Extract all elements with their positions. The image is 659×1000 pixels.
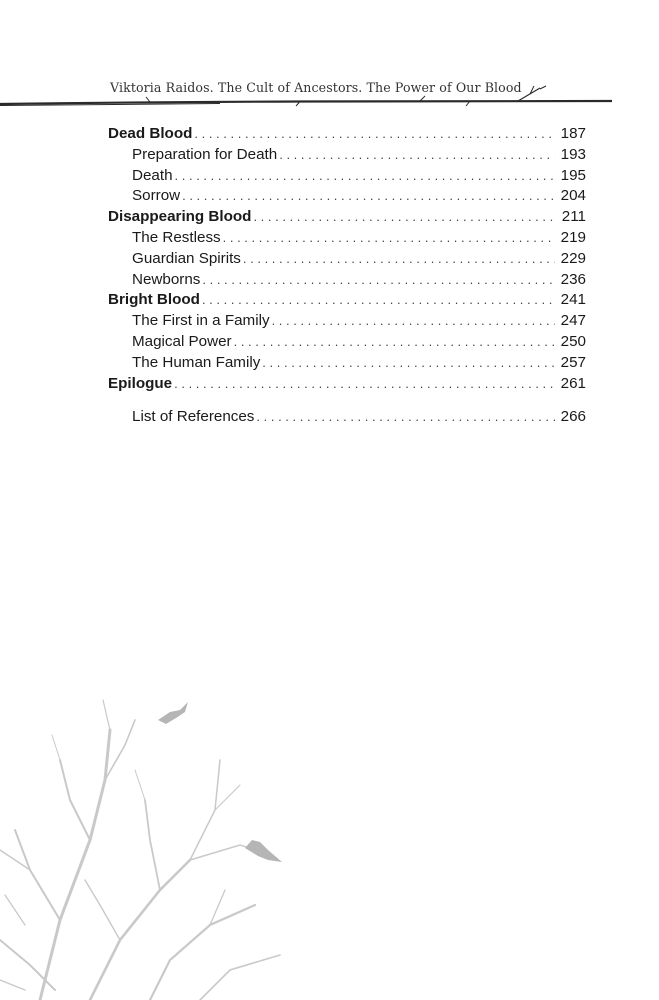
toc-entry-page: 193 [560,145,586,163]
toc-entry[interactable] [108,353,586,374]
dot-leader [182,186,555,207]
toc-entry[interactable] [108,249,586,270]
dot-leader [256,407,554,428]
dot-leader [253,207,555,228]
toc-entry-page: 195 [560,166,586,184]
table-of-contents [108,124,586,428]
toc-entry[interactable] [108,332,586,353]
toc-entry-title: Sorrow [132,187,181,205]
toc-entry-title: Death [132,166,173,184]
toc-entry-title: Newborns [132,270,201,288]
toc-entry-page: 257 [560,353,586,371]
toc-entry-page: 261 [560,374,586,392]
toc-entry[interactable] [108,374,586,395]
toc-entry-title: The Restless [132,228,221,246]
dot-leader [234,332,555,353]
bird-flying-icon [158,702,188,724]
toc-entry-page: 266 [560,408,586,426]
dot-leader [262,353,554,374]
branch-rule-ornament [0,84,612,124]
toc-entry-title: Disappearing Blood [108,208,252,226]
dot-leader [202,290,555,311]
toc-entry-page: 229 [560,249,586,267]
dot-leader [279,145,554,166]
toc-entry[interactable] [108,124,586,145]
toc-entry[interactable] [108,270,586,291]
toc-entry-page: 236 [560,270,586,288]
toc-entry-title: Dead Blood [108,125,193,142]
running-header: Viktoria Raidos. The Cult of Ancestors. The Power of Our Blood [110,80,522,95]
dot-leader [174,374,555,395]
toc-entry-page: 211 [561,208,586,226]
toc-entry[interactable] [108,207,586,228]
toc-entry[interactable] [108,228,586,249]
toc-entry-page: 204 [560,187,586,205]
toc-entry[interactable] [108,290,586,311]
toc-entry[interactable] [108,407,586,428]
toc-entry-page: 219 [560,228,586,246]
dot-leader [272,311,555,332]
toc-entry-title: List of References [132,408,255,426]
toc-entry-title: Bright Blood [108,291,200,309]
dot-leader [175,166,555,187]
bird-perched-icon [245,840,282,862]
toc-entry-page: 187 [560,125,586,142]
toc-entry-title: Guardian Spirits [132,249,241,267]
dot-leader [194,124,554,145]
toc-entry-title: Epilogue [108,374,173,392]
dot-leader [243,249,555,270]
tree-branches-illustration [0,690,300,1000]
toc-entry-page: 250 [560,332,586,350]
toc-entry[interactable] [108,186,586,207]
toc-entry-title: The Human Family [132,353,261,371]
toc-entry-title: Magical Power [132,332,232,350]
toc-entry-page: 241 [560,291,586,309]
toc-entry[interactable] [108,145,586,166]
toc-entry-page: 247 [560,312,586,330]
dot-leader [223,228,555,249]
toc-entry-title: The First in a Family [132,312,270,330]
toc-entry[interactable] [108,166,586,187]
toc-entry[interactable] [108,311,586,332]
dot-leader [202,270,554,291]
toc-entry-title: Preparation for Death [132,145,278,163]
